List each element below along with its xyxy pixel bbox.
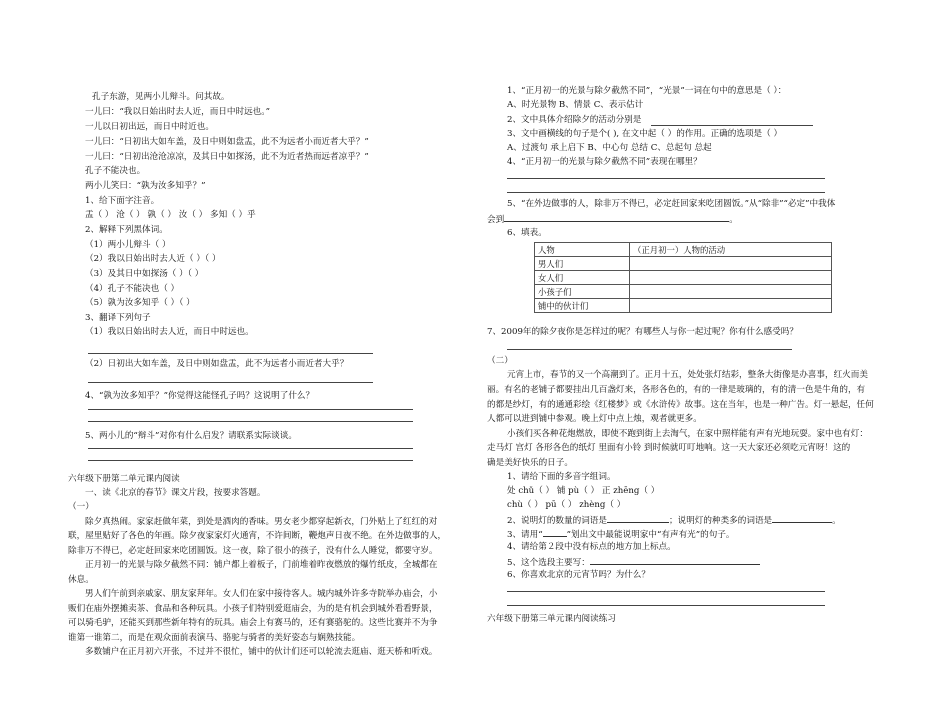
question-2-4: 4、请给第２段中没有标点的地方加上标点。 [507, 542, 676, 552]
passage-line: 一儿曰：“日初出大如车盖，及日中则如盘盂，此不为远者小而近者大乎？” [85, 137, 369, 147]
table-answer-cell[interactable] [630, 257, 832, 271]
paragraph-line: 除夕真热闹。家家赶做年菜，到处是酒肉的香味。男女老少都穿起新衣，门外贴上了红红的对 [85, 517, 438, 527]
paragraph-line: 的都是纱灯，有的通通彩绘《红楼梦》或《水浒传》故事。这在当年，也是一种广告。灯一悬起，任何 [487, 400, 874, 410]
question-4: 4、“正月初一的光景与除夕截然不同”表现在哪里？ [507, 157, 702, 167]
paragraph-line: 贩们在庙外摆摊卖茶、食品和各种玩具。小孩子们特别爱逛庙会，为的是有机会到城外看看野景， [68, 604, 438, 614]
paragraph-line: 联，屋里贴好了各色的年画。除夕夜家家灯火通宵，不许间断，鞭炮声日夜不绝。在外边做事的人， [68, 531, 447, 541]
paragraph-line: 多数铺户在正月初六开张，不过并不很忙，铺中的伙计们还可以轮流去逛庙、逛天桥和听戏。 [85, 647, 438, 657]
paragraph-line: 谁第一谁第二，而是在观众面前表演马、骆驼与骑者的美好姿态与娴熟技能。 [68, 633, 361, 643]
question-5-end: 。 [729, 215, 738, 225]
answer-line[interactable] [88, 382, 373, 383]
table-row [535, 271, 832, 285]
paragraph-line: 除非万不得已，必定赶回家来吃团圆饭。这一夜，除了很小的孩子，没有什么人睡觉，都要守岁。 [68, 546, 438, 556]
question-5: 5、两小儿的“辩斗”对你有什么启发？请联系实际谈谈。 [85, 431, 297, 441]
table-answer-cell[interactable] [630, 299, 832, 313]
question-3-sentence-2: （2）日初出大如车盖，及日中则如盘盂，此不为远者小而近者大乎？ [85, 359, 349, 369]
answer-line[interactable] [507, 349, 792, 350]
question-2-3 [507, 528, 735, 541]
question-5: 5、“在外边做事的人，除非万不得已，必定赶回家来吃团圆饭。”从“除非”“必定”中我体 [507, 199, 836, 209]
passage-line: 两小儿笑曰：“孰为汝多知乎？” [85, 181, 206, 191]
question-4: 4、“孰为汝多知乎？”你觉得这能怪孔子吗？这说明了什么？ [85, 391, 315, 401]
question-2-item: （1）两小儿辩斗（ ） [85, 240, 171, 250]
question-1: 1、“正月初一的光景与除夕截然不同”，“光景”一词在句中的意思是（ ）： [507, 86, 787, 96]
question-2-item: （3）及其日中如探汤（ ）（ ） [85, 269, 204, 279]
answer-line[interactable] [88, 448, 413, 449]
table-row [535, 299, 832, 313]
table-row [535, 257, 832, 271]
question-2-2-text-b: ；说明灯的种类多的词语是 [669, 516, 773, 526]
paragraph-line: 正月初一的光景与除夕截然不同：铺户都上着板子，门前堆着昨夜燃放的爆竹纸皮，全城都在 [85, 560, 438, 570]
question-2-item: （4）孔子不能决也（ ） [85, 284, 180, 294]
paragraph-line: 小孩们买各种花炮燃放，即使不跑到街上去淘气，在家中照样能有声有光地玩耍。家中也有灯： [507, 429, 868, 439]
paragraph-line: 休息。 [68, 575, 94, 585]
question-2-2 [507, 514, 841, 527]
question-1-chars: 盂（ ） 沧（ ） 孰（ ） 汝（ ） 多知（ ）乎 [85, 210, 256, 220]
answer-line[interactable] [88, 421, 413, 422]
question-2-1-row-a: 处 chǔ（ ） 铺 pù（ ） 正 zhēng（ ） [507, 486, 660, 496]
question-3: 3、翻译下列句子 [85, 313, 151, 323]
question-2-5-text: 5、这个选段主要写： [507, 558, 590, 568]
answer-blank[interactable] [504, 213, 729, 222]
question-3-options: A、过渡句 承上启下 B、中心句 总结 C、总起句 总起 [507, 143, 712, 153]
activity-table [534, 242, 832, 313]
answer-line[interactable] [507, 192, 825, 193]
answer-blank[interactable] [543, 528, 567, 537]
question-6: 6、填表。 [507, 228, 547, 238]
answer-line[interactable] [507, 178, 825, 179]
section-label: （二） [487, 356, 513, 366]
question-2-1: 1、请给下面的多音字组词。 [507, 472, 616, 482]
question-5-cont [487, 213, 738, 226]
table-cell: 女人们 [535, 271, 630, 285]
paragraph-line: 男人们午前到亲戚家、朋友家拜年。女人们在家中接待客人。城内城外许多寺院举办庙会，小 [85, 589, 438, 599]
question-2-3-text: 3、请用“ [507, 530, 543, 540]
question-2: 2、文中具体介绍除夕的活动分别是 [507, 115, 642, 125]
answer-line[interactable] [88, 460, 413, 461]
table-answer-cell[interactable] [630, 271, 832, 285]
question-3-sentence-1: （1）我以日始出时去人近，而日中时远也。 [85, 327, 254, 337]
question-3: 3、文中画横线的句子是个( ), 在文中起（ ）的作用。正确的选项是（ ） [507, 129, 783, 139]
question-2: 2、解释下列黑体词。 [85, 225, 168, 235]
passage-line: 一儿曰：“我以日始出时去人近，而日中时远也。” [85, 107, 270, 117]
section-label: （一） [68, 502, 94, 512]
passage-line: 孔子东游，见两小儿辩斗。问其故。 [92, 92, 230, 102]
paragraph-line: 丽。有名的老铺子都要挂出几百盏灯来，各形各色的，有的一律是玻璃的，有的清一色是牛角的，有 [487, 385, 866, 395]
question-1: 1、给下面字注音。 [85, 196, 160, 206]
paragraph-line: 可以骑毛驴，还能买到那些新年特有的玩具。庙会上有赛马的，还有赛骆驼的。这些比赛并不为争 [68, 618, 438, 628]
answer-line[interactable] [651, 125, 813, 126]
passage-line: 孔子不能决也。 [85, 166, 146, 176]
paragraph-line: 走马灯 宫灯 各形各色的纸灯 里面有小铃 到时候就叮叮地响。这一天大家还必须吃元宵呀！这的 [487, 443, 851, 453]
question-2-2-end: 。 [832, 516, 841, 526]
unit3-title: 六年级下册第三单元课内阅读练习 [487, 614, 616, 624]
table-cell: 铺中的伙计们 [535, 299, 630, 313]
question-2-5 [507, 556, 760, 569]
question-5-text: 会到 [487, 215, 505, 225]
table-answer-cell[interactable] [630, 285, 832, 299]
paragraph-line: 人都可以进到铺中参观。晚上灯中点上烛，观者就更多。 [487, 414, 702, 424]
answer-line[interactable] [507, 591, 825, 592]
table-row [535, 285, 832, 299]
table-header-row [535, 243, 832, 257]
passage-line: 一儿以日初出远，而日中时近也。 [85, 122, 214, 132]
answer-blank[interactable] [607, 514, 669, 523]
table-cell: 小孩子们 [535, 285, 630, 299]
answer-line[interactable] [507, 605, 825, 606]
answer-line[interactable] [88, 353, 373, 354]
question-2-6: 6、你喜欢北京的元宵节吗？为什么？ [507, 570, 650, 580]
table-header-cell: 人物 [535, 243, 630, 257]
paragraph-line: 确是美好快乐的日子。 [487, 458, 573, 468]
table-header-cell: （正月初一）人物的活动 [630, 243, 832, 257]
question-2-2-text: 2、说明灯的数量的词语是 [507, 516, 607, 526]
unit2-title: 六年级下册第二单元课内阅读 [68, 474, 180, 484]
question-1-options: A、时光景物 B、情景 C、表示估计 [507, 100, 644, 110]
unit2-question: 一、读《北京的春节》课文片段，按要求答题。 [85, 488, 266, 498]
paragraph-line: 元宵上市，春节的又一个高潮到了。正月十五，处处张灯结彩，整条大街像是办喜事，红火而美 [507, 370, 868, 380]
answer-blank[interactable] [590, 556, 760, 565]
question-2-item: （5）孰为汝多知乎（ ）（ ） [85, 298, 195, 308]
answer-line[interactable] [88, 409, 413, 410]
question-7: 7、2009年的除夕夜你是怎样过的呢？有哪些人与你一起过呢？你有什么感受吗？ [487, 327, 798, 337]
answer-blank[interactable] [772, 514, 832, 523]
question-2-item: （2）我以日始出时去人近（ ）（ ） [85, 254, 221, 264]
question-2-3-text-b: ”划出文中最能说明家中“有声有光”的句子。 [566, 530, 735, 540]
table-cell: 男人们 [535, 257, 630, 271]
passage-line: 一儿曰：“日初出沧沧凉凉，及其日中如探汤，此不为近者热而远者凉乎？” [85, 152, 369, 162]
question-2-1-row-b: chù（ ） pū（ ） zhèng（ ） [507, 500, 626, 510]
